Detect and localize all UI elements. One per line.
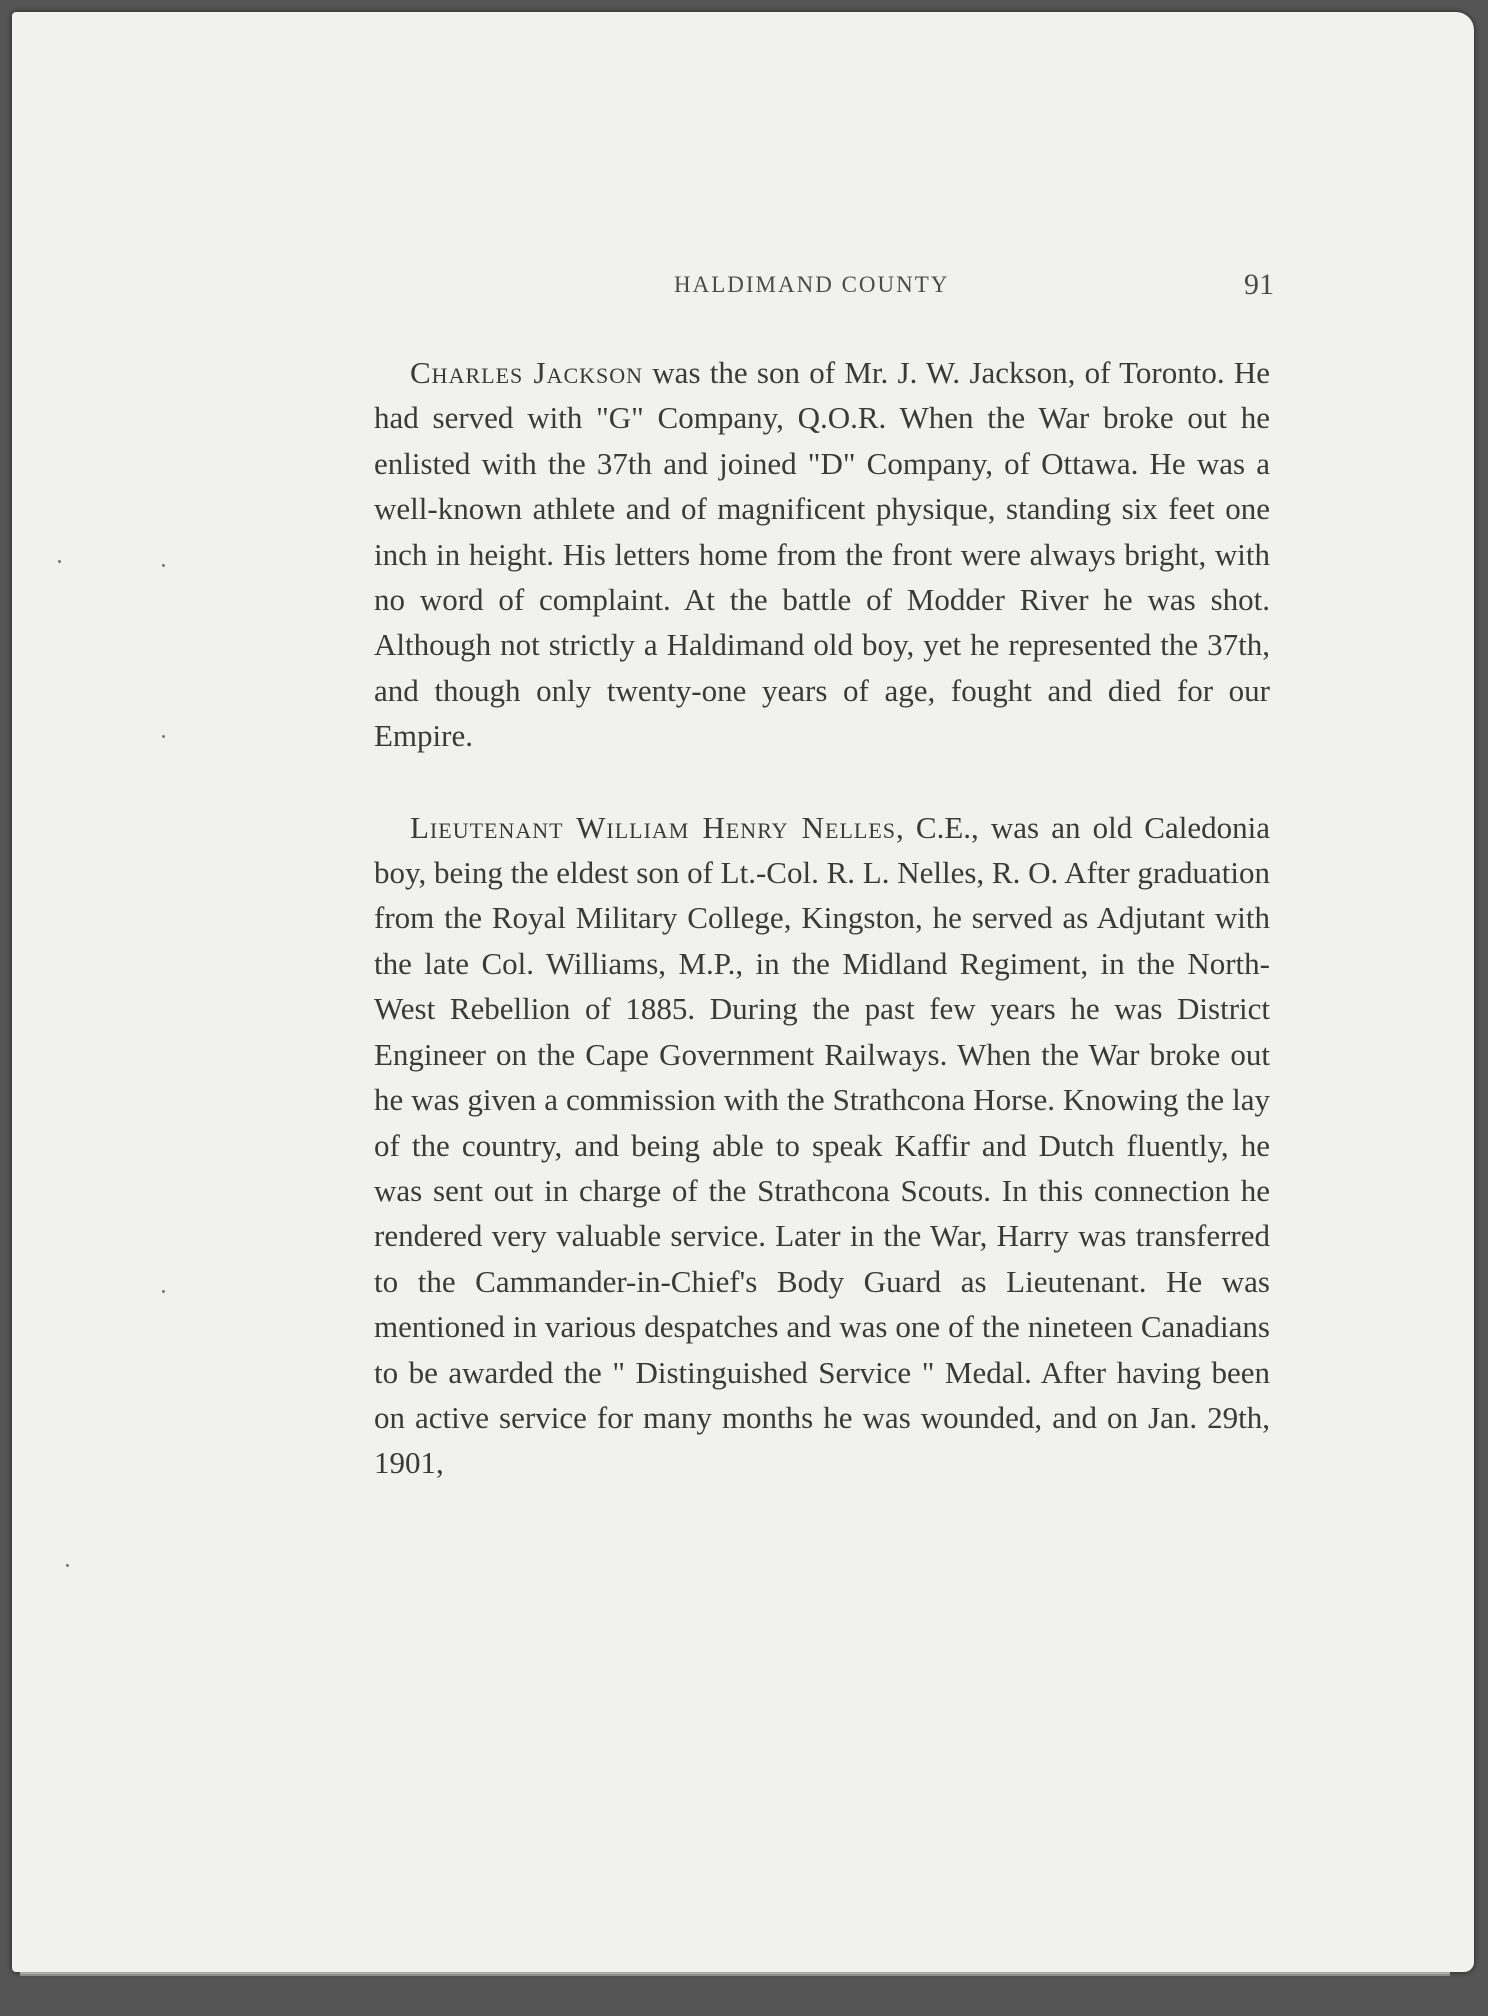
paper-speck [66,1564,69,1567]
paper-speck [58,560,61,563]
page-number: 91 [1244,268,1274,301]
paragraph-text: was the son of Mr. J. W. Jackson, of Toronto. He had served with "G" Company, Q.O.R. When the War broke out he enlisted with the 37th and joined "D" Company, of Ottawa. He was a well-known athlete and of magnificent physique, standing six feet one inch in height. His letters home from the front were always bright, with no word of complaint. At the battle of Modder River he was shot. Although not strictly a Haldimand old boy, yet he represented the 37th, and though only twenty-one years of age, fought and died for our Empire. [374,355,1271,754]
paragraph-lead-name: Lieutenant William Henry Nelles [410,809,897,845]
paragraph-charles-jackson [374,350,1270,759]
paper-speck [162,564,165,567]
paragraph-lead-name: Charles Jackson [410,355,644,390]
paragraph-william-henry-nelles [374,805,1270,1486]
paragraph-text: , C.E., was an old Caledonia boy, being the eldest son of Lt.-Col. R. L. Nelles, R. O. After graduation from the Royal Military College, Kingston, he served as Adjutant with the late Col. Williams, M.P., in the Midland Regiment, in the North-West Rebellion of 1885. During the past few years he was District Engineer on the Cape Government Railways. When the War broke out he was given a commission with the Strathcona Horse. Knowing the lay of the country, and being able to speak Kaffir and Dutch fluently, he was sent out in charge of the Strathcona Scouts. In this connection he rendered very valuable service. Later in the War, Harry was transferred to the Cammander-in-Chief's Body Guard as Lieutenant. He was mentioned in various despatches and was one of the nineteen Canadians to be awarded the " Distinguished Service " Medal. After having been on active service for many months he was wounded, and on Jan. 29th, 1901, [374,809,1270,1481]
running-head: HALDIMAND COUNTY [674,272,950,297]
paper-speck [162,1290,165,1293]
paper-speck [162,735,165,738]
page-header [384,268,1274,312]
body-text [374,350,1270,1486]
